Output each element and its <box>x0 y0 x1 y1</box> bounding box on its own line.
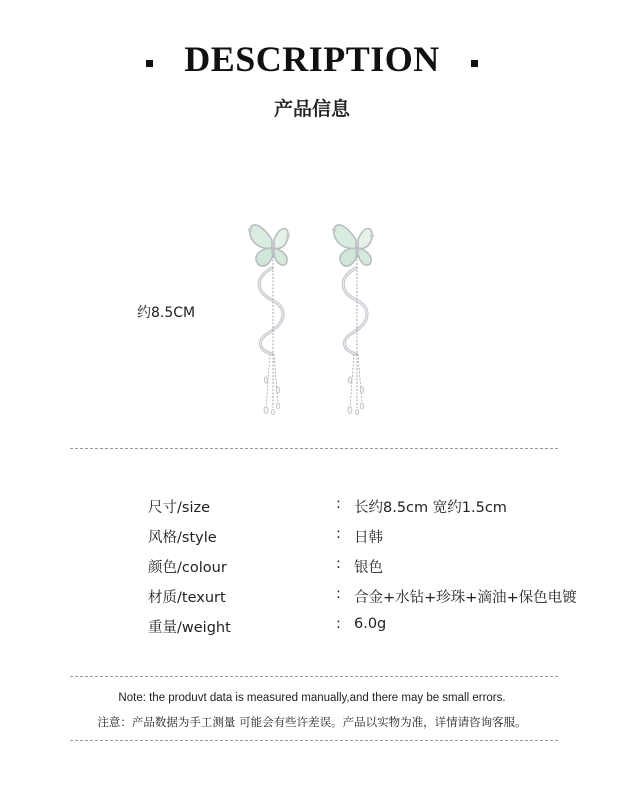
spec-label: 颜色/colour <box>148 560 227 576</box>
spec-colon: : <box>336 496 341 512</box>
spec-value: 日韩 <box>354 530 383 546</box>
spec-value: 长约8.5cm 宽约1.5cm <box>354 500 507 516</box>
spec-label: 风格/style <box>148 530 217 546</box>
title-row <box>0 38 624 80</box>
spec-label: 尺寸/size <box>148 500 211 516</box>
spec-value: 合金+水钻+珍珠+滴油+保色电镀 <box>354 590 577 606</box>
spec-label: 重量/weight <box>148 620 231 636</box>
spec-colon: : <box>336 556 341 572</box>
top-divider <box>70 448 558 449</box>
square-bullet-icon <box>471 60 478 67</box>
square-bullet-icon <box>146 60 153 67</box>
spec-row-weight <box>0 616 624 646</box>
middle-divider <box>70 676 558 677</box>
spec-colon: : <box>336 526 341 542</box>
size-label: 约8.5CM <box>137 305 196 321</box>
spec-row-material <box>0 586 624 616</box>
spec-row-size <box>0 496 624 526</box>
spec-row-colour <box>0 556 624 586</box>
spec-value: 6.0g <box>354 616 387 632</box>
spec-row-style <box>0 526 624 556</box>
page-title: DESCRIPTION <box>184 39 440 79</box>
bottom-divider <box>70 740 558 741</box>
spec-label: 材质/texurt <box>148 590 226 606</box>
page-subtitle: 产品信息 <box>273 98 350 120</box>
spec-colon: : <box>336 586 341 602</box>
spec-value: 银色 <box>354 560 383 576</box>
note-english: Note: the produvt data is measured manually,and there may be small errors. <box>118 692 506 704</box>
note-chinese: 注意：产品数据为手工测量 可能会有些许差误。产品以实物为准，详情请咨询客服。 <box>97 715 527 729</box>
earrings-image <box>236 212 386 422</box>
spec-colon: : <box>336 616 341 632</box>
